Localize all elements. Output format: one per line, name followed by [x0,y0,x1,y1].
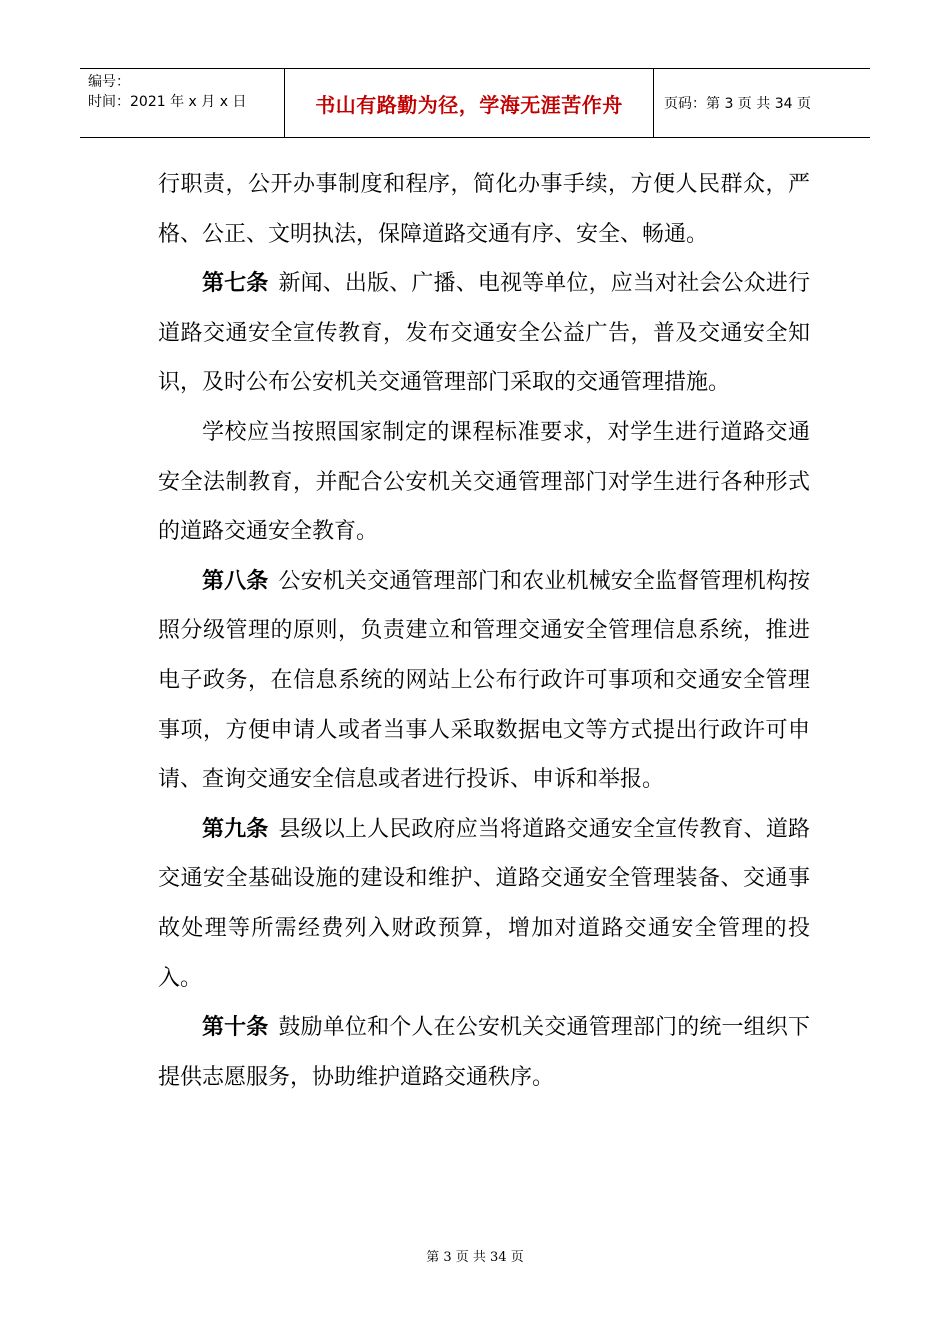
article-7-paragraph-2: 学校应当按照国家制定的课程标准要求，对学生进行道路交通安全法制教育，并配合公安机关交通管理部门对学生进行各种形式的道路交通安全教育。 [158,419,810,545]
article-9 [158,805,810,1003]
header-motto: 书山有路勤为径，学海无涯苦作舟 [284,69,654,137]
header-page-number: 页码：第 3 页 共 34 页 [664,96,811,112]
article-8-text: 公安机关交通管理部门和农业机械安全监督管理机构按照分级管理的原则，负责建立和管理交通安全管理信息系统，推进电子政务，在信息系统的网站上公布行政许可事项和交通安全管理事项，方便申请人或者当事人采取数据电文等方式提出行政许可申请、查询交通安全信息或者进行投诉、申诉和举报。 [158,568,810,793]
document-date: 时间：2021 年 x 月 x 日 [88,94,247,110]
article-10 [158,1003,810,1102]
article-9-title: 第九条 [202,816,269,842]
article-10-title: 第十条 [202,1015,269,1041]
article-7-text: 新闻、出版、广播、电视等单位，应当对社会公众进行道路交通安全宣传教育，发布交通安全公益广告，普及交通安全知识，及时公布公安机关交通管理部门采取的交通管理措施。 [158,271,810,396]
article-7-title: 第七条 [202,271,269,297]
article-8-title: 第八条 [202,568,269,594]
page-footer: 第 3 页 共 34 页 [426,1250,524,1265]
article-9-text: 县级以上人民政府应当将道路交通安全宣传教育、道路交通安全基础设施的建设和维护、道路交通安全管理装备、交通事故处理等所需经费列入财政预算，增加对道路交通安全管理的投入。 [158,816,810,991]
article-7 [158,259,810,408]
article-8 [158,557,810,805]
document-number-label: 编号： [88,74,130,90]
paragraph-continued: 行职责，公开办事制度和程序，简化办事手续，方便人民群众，严格、公正、文明执法，保障道路交通有序、安全、畅通。 [158,172,810,247]
document-body [158,160,810,1102]
article-10-text: 鼓励单位和个人在公安机关交通管理部门的统一组织下提供志愿服务，协助维护道路交通秩序。 [158,1015,810,1090]
page-header [80,68,870,138]
header-meta [80,69,284,137]
